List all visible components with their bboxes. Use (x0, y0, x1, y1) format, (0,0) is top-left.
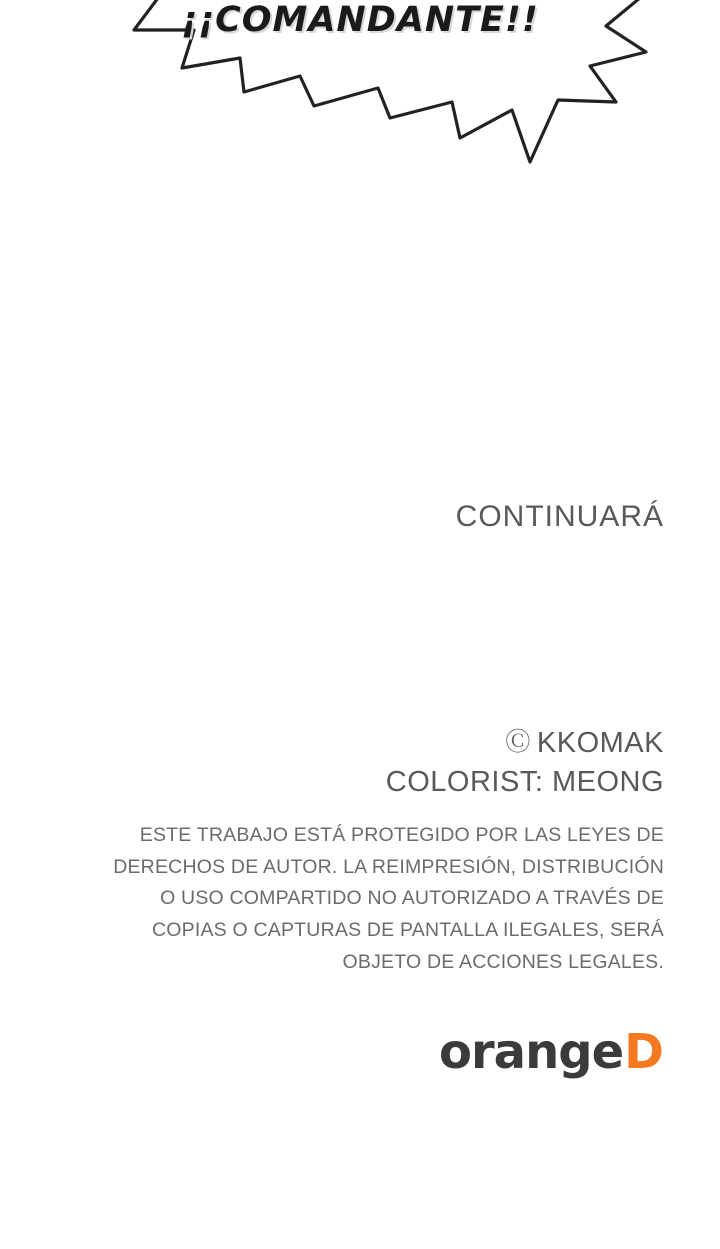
legal-line: ESTE TRABAJO ESTÁ PROTEGIDO POR LAS LEYES DE (139, 824, 664, 847)
legal-notice (104, 820, 664, 978)
author-credit (104, 724, 664, 763)
credits-block (104, 724, 664, 978)
logo-suffix: D (624, 1024, 664, 1080)
legal-line: DERECHOS DE AUTOR. LA REIMPRESIÓN, DISTRIBUCIÓN (113, 855, 664, 878)
legal-line: O USO COMPARTIDO NO AUTORIZADO A TRAVÉS DE (160, 887, 664, 910)
author-name: KKOMAK (536, 727, 664, 759)
colorist-credit: COLORIST: MEONG (385, 766, 664, 799)
logo-word: orange (439, 1024, 624, 1080)
speech-bubble (60, 0, 660, 220)
to-be-continued-label: CONTINUARÁ (455, 500, 664, 533)
legal-line: COPIAS O CAPTURAS DE PANTALLA ILEGALES, SERÁ (152, 919, 664, 942)
speech-bubble-text: ¡¡COMANDANTE!! (181, 0, 539, 40)
oranged-logo (439, 1024, 664, 1080)
legal-line: OBJETO DE ACCIONES LEGALES. (342, 950, 664, 973)
copyright-icon: Ⓒ (505, 728, 531, 756)
